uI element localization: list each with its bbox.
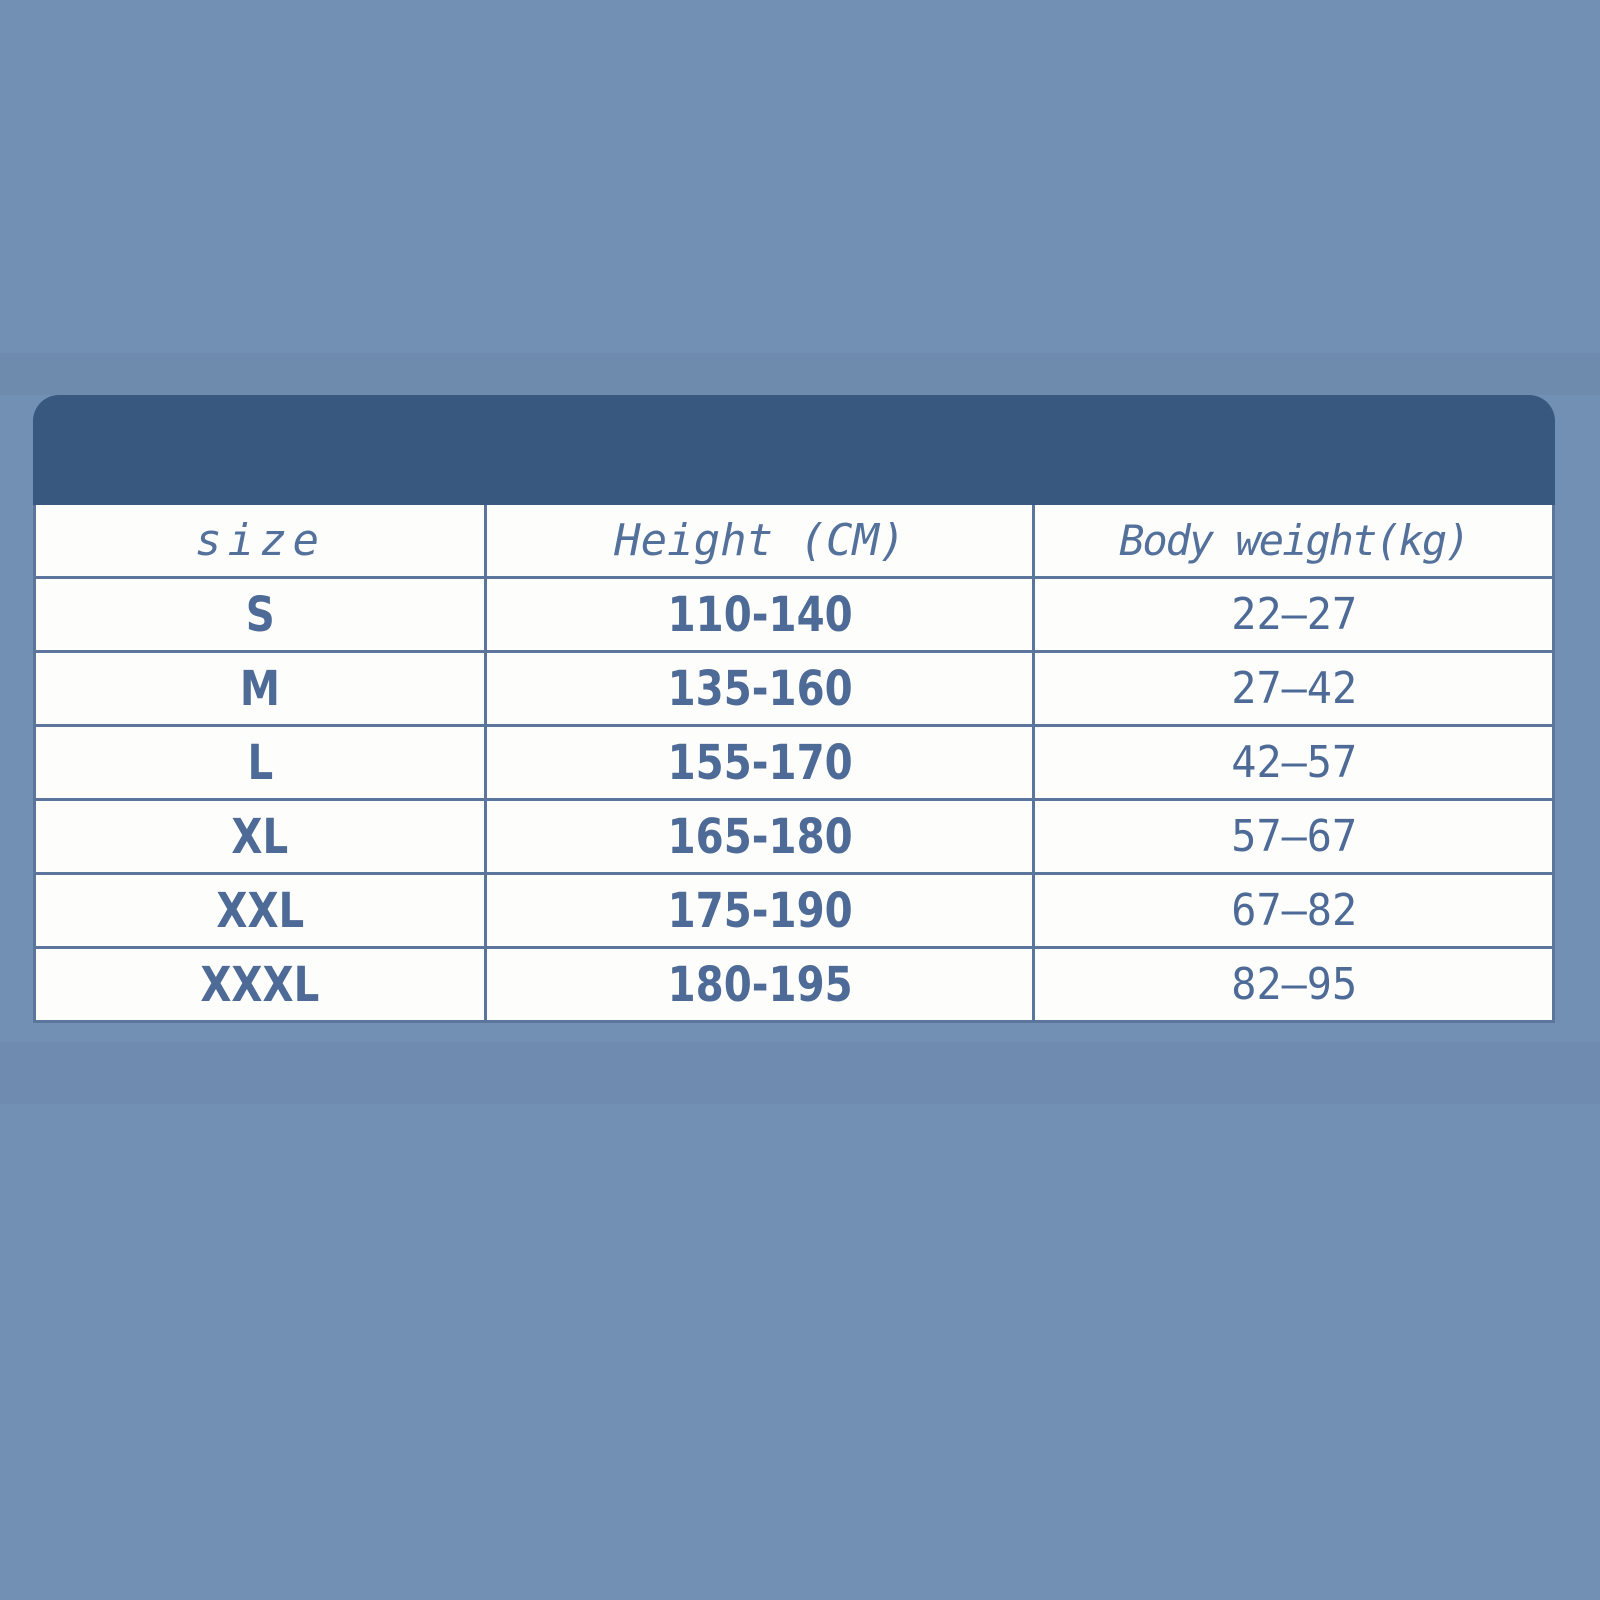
column-header-size: size	[35, 505, 486, 578]
size-value: L	[247, 734, 273, 791]
background-band-top	[0, 353, 1600, 395]
column-header-height: Height (CM)	[486, 505, 1034, 578]
cell-height	[486, 800, 1034, 874]
height-value: 175-190	[667, 882, 853, 939]
height-value: 110-140	[667, 586, 853, 643]
weight-value: 42–57	[1230, 737, 1357, 788]
cell-size	[35, 726, 486, 800]
cell-weight	[1034, 874, 1554, 948]
size-value: M	[240, 660, 281, 717]
cell-height	[486, 578, 1034, 652]
cell-weight	[1034, 652, 1554, 726]
size-value: XL	[231, 808, 289, 865]
table-row-l	[35, 726, 1554, 800]
height-value: 165-180	[667, 808, 853, 865]
size-value: S	[245, 586, 275, 643]
size-value: XXL	[216, 882, 305, 939]
table-row-xxl	[35, 874, 1554, 948]
size-chart-card	[33, 395, 1555, 1023]
cell-height	[486, 726, 1034, 800]
table-header-row	[35, 505, 1554, 578]
height-value: 180-195	[667, 956, 853, 1013]
cell-weight	[1034, 726, 1554, 800]
size-chart-table	[33, 505, 1555, 1023]
size-value: XXXL	[200, 956, 320, 1013]
cell-size	[35, 652, 486, 726]
cell-height	[486, 652, 1034, 726]
weight-value: 82–95	[1230, 959, 1357, 1010]
cell-weight	[1034, 578, 1554, 652]
table-title-bar	[33, 395, 1555, 505]
table-row-m	[35, 652, 1554, 726]
table-row-xl	[35, 800, 1554, 874]
cell-size	[35, 578, 486, 652]
cell-size	[35, 874, 486, 948]
column-header-weight: Body weight(kg)	[1034, 505, 1554, 578]
weight-value: 22–27	[1230, 589, 1357, 640]
table-row-s	[35, 578, 1554, 652]
height-value: 135-160	[667, 660, 853, 717]
table-row-xxxl	[35, 948, 1554, 1022]
weight-value: 67–82	[1230, 885, 1357, 936]
background-band-bottom	[0, 1042, 1600, 1104]
cell-weight	[1034, 948, 1554, 1022]
weight-value: 27–42	[1230, 663, 1357, 714]
cell-weight	[1034, 800, 1554, 874]
cell-size	[35, 948, 486, 1022]
cell-height	[486, 948, 1034, 1022]
cell-size	[35, 800, 486, 874]
cell-height	[486, 874, 1034, 948]
height-value: 155-170	[667, 734, 853, 791]
weight-value: 57–67	[1230, 811, 1357, 862]
